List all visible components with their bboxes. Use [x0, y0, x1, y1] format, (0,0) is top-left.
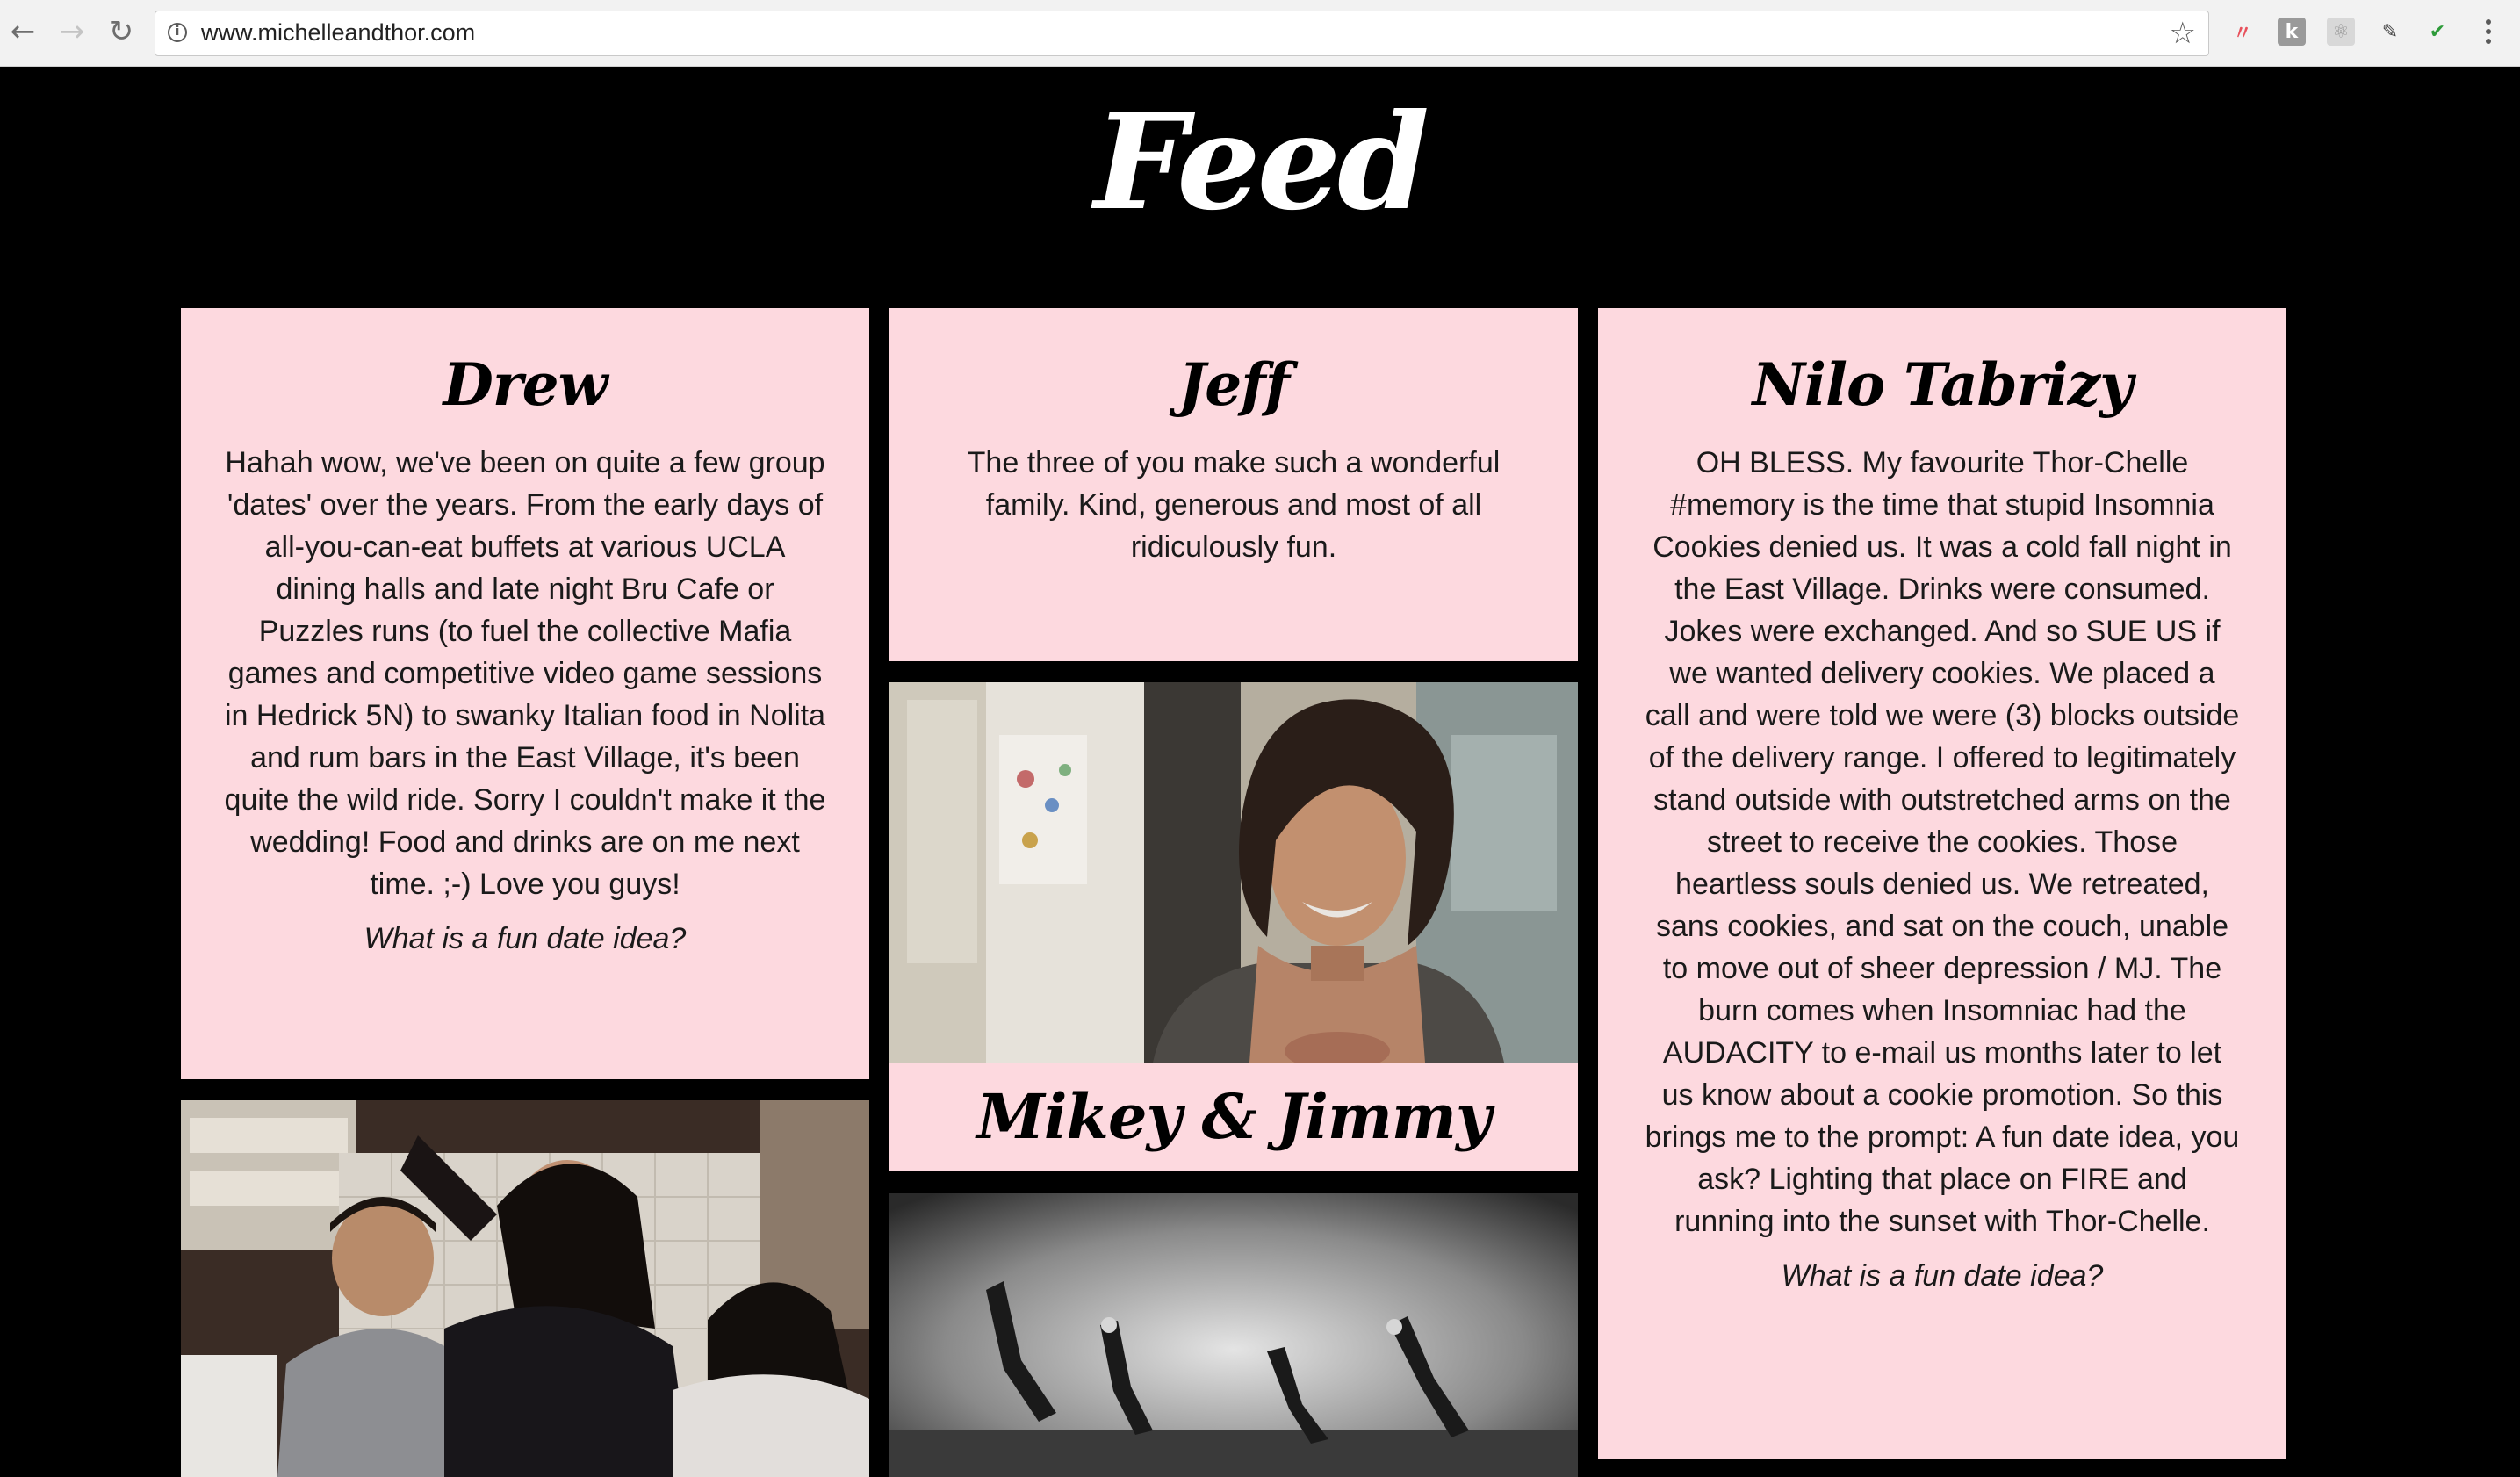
card-message: OH BLESS. My favourite Thor-Chelle #memory is the time that stupid Insomnia Cookies denied us. It was a cold fall night in the East Village. Drinks were consumed. Jokes were exchanged. And so SUE US if we wanted delivery cookies. We placed a call and were told we were (3) blocks outside of the delivery range. I offered to legitimately stand outside with outstretched arms on the street to receive the cookies. Those heartless souls denied us. We retreated, sans cookies, and sat on the couch, unable to move out of sheer depression / MJ. The burn comes when Insomniac had the AUDACITY to e-mail us months later to let us know about a cookie promotion. So this brings me to the prompt: A fun date idea, you ask? Lighting that place on FIRE and running into the sunset with Thor-Chelle.	[1645, 446, 2240, 1238]
card-prompt: What is a fun date idea?	[1781, 1259, 2104, 1293]
bookmark-star-icon[interactable]: ☆	[2169, 16, 2196, 51]
extension-react-icon[interactable]: ⚛	[2327, 18, 2355, 46]
reaction-photo-image	[889, 682, 1578, 1063]
card-prompt: What is a fun date idea?	[364, 922, 687, 955]
card-message: Hahah wow, we've been on quite a few group 'dates' over the years. From the early days of all-you-can-eat buffets at various UCLA dining halls and late night Bru Cafe or Puzzles runs (to fuel the collective Mafia games and competitive video game sessions in Hedrick 5N) to swanky Italian food in Nolita and rum bars in the East Village, it's been quite the wild ride. Sorry I couldn't make it the wedding! Food and drinks are on me next time. ;-) Love you guys!	[224, 446, 826, 901]
address-bar[interactable]	[155, 11, 2209, 56]
dancers-photo	[889, 1193, 1578, 1477]
friends-photo-image	[181, 1100, 869, 1477]
card-message: The three of you make such a wonderful family. Kind, generous and most of all ridiculously fun.	[967, 446, 1501, 564]
browser-toolbar	[0, 0, 2520, 67]
message-card-nilo	[1598, 308, 2286, 1459]
page-title: Feed	[1093, 85, 1427, 240]
extension-red-icon[interactable]: 〃	[2232, 22, 2252, 45]
card-author-name: Jeff	[1177, 350, 1289, 419]
url-text[interactable]: www.michelleandthor.com	[201, 19, 476, 46]
site-info-icon[interactable]: i	[168, 23, 187, 42]
card-author-name: Nilo Tabrizy	[1752, 350, 2133, 419]
message-card-jeff	[889, 308, 1578, 661]
message-card-mikey-jimmy	[889, 1063, 1578, 1171]
back-arrow-icon[interactable]: ←	[10, 14, 36, 49]
forward-arrow-icon[interactable]: →	[59, 14, 85, 49]
extension-k-icon[interactable]: k	[2278, 18, 2306, 46]
reaction-photo	[889, 682, 1578, 1063]
card-author-name: Drew	[443, 350, 608, 419]
reload-icon[interactable]: ↻	[108, 14, 134, 49]
browser-menu-icon[interactable]	[2478, 14, 2499, 49]
extension-eyedropper-icon[interactable]: ✎	[2381, 20, 2399, 43]
dancers-photo-image	[889, 1193, 1578, 1477]
extension-check-icon[interactable]: ✔	[2429, 20, 2446, 43]
message-card-drew	[181, 308, 869, 1079]
card-author-name: Mikey & Jimmy	[976, 1080, 1491, 1153]
friends-photo	[181, 1100, 869, 1477]
